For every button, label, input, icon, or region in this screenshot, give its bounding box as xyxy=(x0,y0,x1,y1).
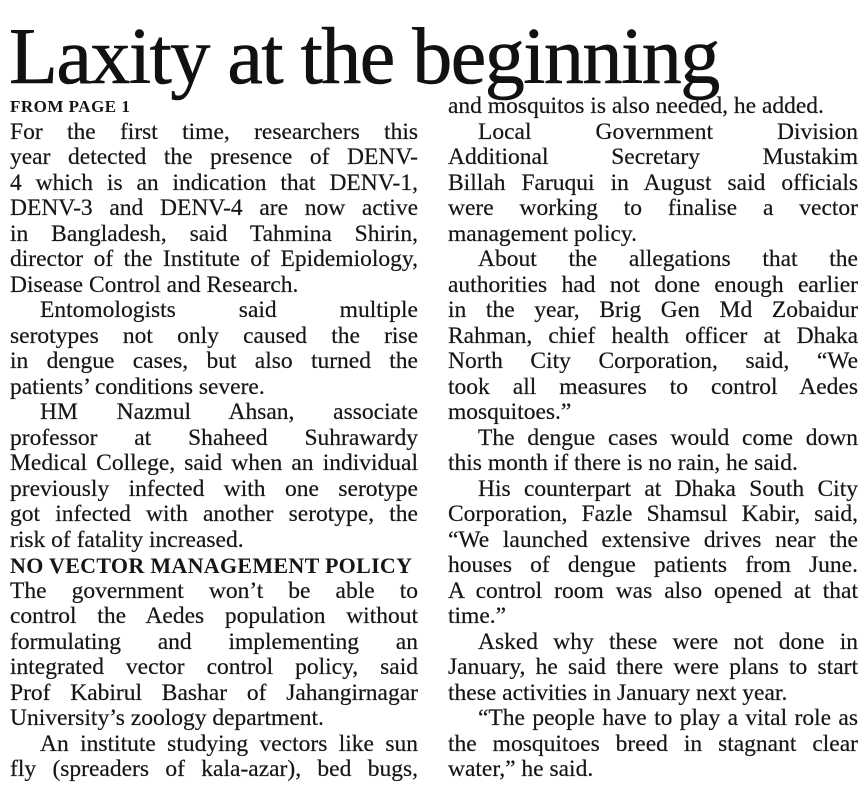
article-line: Local Government Division xyxy=(478,118,858,145)
article-line: professor at Shaheed Suhrawardy xyxy=(10,424,418,451)
paragraph xyxy=(448,706,858,783)
paragraph xyxy=(10,579,418,732)
article-line: A control room was also opened at that xyxy=(448,577,858,604)
article-line: these activities in January next year. xyxy=(448,679,788,706)
article-line: For the first time, researchers this xyxy=(10,118,418,145)
paragraph xyxy=(10,298,418,400)
article-line: the mosquitoes breed in stagnant clear xyxy=(448,730,858,757)
article-line: director of the Institute of Epidemiology, xyxy=(10,246,418,272)
paragraph xyxy=(448,94,858,120)
article-line: North City Corporation, said, “We xyxy=(448,348,858,374)
headline: Laxity at the beginning xyxy=(9,13,719,101)
article-line: houses of dengue patients from June. xyxy=(448,552,858,578)
article-line: authorities had not done enough earlier xyxy=(448,271,858,298)
left-column xyxy=(10,94,418,783)
article-line: water,” he said. xyxy=(448,756,594,782)
article-line: this month if there is no rain, he said. xyxy=(448,450,798,476)
article-line: control the Aedes population without xyxy=(10,603,418,629)
article-line: Medical College, said when an individual xyxy=(10,450,418,476)
article-line: serotypes not only caused the rise xyxy=(10,322,418,349)
article-line: The dengue cases would come down xyxy=(478,424,858,451)
article-line: patients’ conditions severe. xyxy=(10,373,265,400)
article-line: formulating and implementing an xyxy=(10,628,418,655)
article-line: integrated vector control policy, said xyxy=(10,654,418,680)
article-line: “We launched extensive drives near the xyxy=(448,526,858,553)
article-line: HM Nazmul Ahsan, associate xyxy=(40,399,418,425)
article-line: University’s zoology department. xyxy=(10,705,324,731)
article-line: got infected with another serotype, the xyxy=(10,501,418,527)
paragraph xyxy=(448,247,858,426)
article-line: Prof Kabirul Bashar of Jahangirnagar xyxy=(10,679,418,706)
article-line: previously infected with one serotype xyxy=(10,475,418,502)
article-line: 4 which is an indication that DENV-1, xyxy=(10,169,418,196)
article-line: Billah Faruqui in August said officials xyxy=(448,169,858,196)
article-line: risk of fatality increased. xyxy=(10,526,244,553)
article-line: and mosquitos is also needed, he added. xyxy=(448,93,824,119)
paragraph xyxy=(448,630,858,707)
article-line: Rahman, chief health officer at Dhaka xyxy=(448,322,858,349)
article-line: His counterpart at Dhaka South City xyxy=(478,475,858,502)
right-column xyxy=(448,94,858,783)
article-line: were working to finalise a vector xyxy=(448,195,858,221)
article-line: year detected the presence of DENV- xyxy=(10,144,418,170)
article-line: Disease Control and Research. xyxy=(10,271,299,298)
article-line: in the year, Brig Gen Md Zobaidur xyxy=(448,297,858,323)
article-line: Asked why these were not done in xyxy=(478,628,858,655)
article-line: About the allegations that the xyxy=(478,246,858,272)
paragraph xyxy=(10,732,418,783)
article-line: mosquitoes.” xyxy=(448,399,572,425)
continuation-kicker: FROM PAGE 1 xyxy=(10,97,131,116)
article-line: An institute studying vectors like sun xyxy=(40,730,418,757)
paragraph xyxy=(10,120,418,299)
article-line: Corporation, Fazle Shamsul Kabir, said, xyxy=(448,501,858,527)
article-line: Additional Secretary Mustakim xyxy=(448,144,858,170)
article-line: Entomologists said multiple xyxy=(40,297,418,323)
section-subhead: NO VECTOR MANAGEMENT POLICY xyxy=(10,553,413,578)
paragraph xyxy=(10,400,418,553)
article-line: “The people have to play a vital role as xyxy=(478,705,858,731)
article-line: in dengue cases, but also turned the xyxy=(10,348,418,374)
article-line: time.” xyxy=(448,603,507,629)
article-line: The government won’t be able to xyxy=(10,577,418,604)
article-line: fly (spreaders of kala-azar), bed bugs, xyxy=(10,756,418,782)
article-line: DENV-3 and DENV-4 are now active xyxy=(10,195,418,221)
paragraph xyxy=(448,120,858,248)
article-line: took all measures to control Aedes xyxy=(448,373,858,400)
article-line: in Bangladesh, said Tahmina Shirin, xyxy=(10,220,418,247)
article-line: management policy. xyxy=(448,220,638,247)
paragraph xyxy=(448,426,858,477)
article-line: January, he said there were plans to start xyxy=(448,654,858,680)
paragraph xyxy=(448,477,858,630)
